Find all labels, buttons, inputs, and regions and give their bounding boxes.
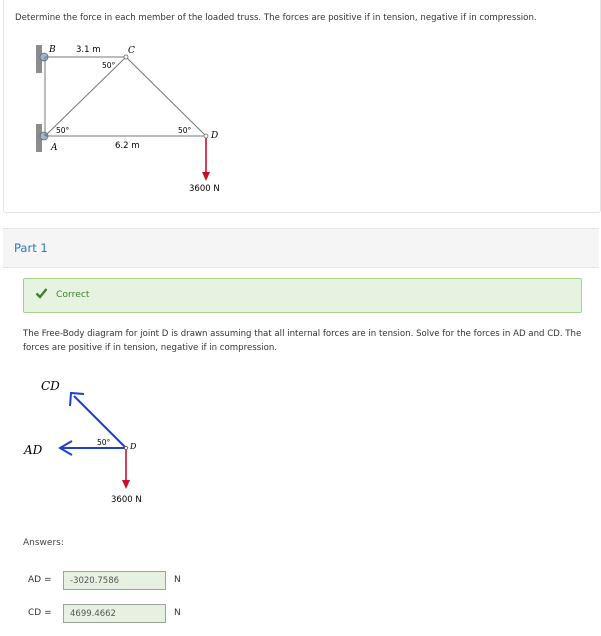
label-dim-top: 3.1 m	[76, 45, 101, 55]
correct-feedback-box	[23, 278, 582, 313]
part-description: The Free-Body diagram for joint D is drawn assuming that all internal forces are in tension. Solve for the forces in AD and CD. The forces are positive if in tension, negative if in compression.	[23, 329, 582, 353]
part-title[interactable]: Part 1	[14, 241, 48, 255]
label-angle-d: 50°	[178, 126, 192, 135]
label-angle-a: 50°	[56, 126, 70, 135]
load-arrow-head	[202, 172, 210, 181]
joint-d-pin	[124, 446, 127, 449]
answers-label: Answers:	[23, 538, 64, 548]
label-a: A	[51, 143, 58, 153]
answer-ad-input[interactable]: -3020.7586	[63, 571, 166, 590]
free-body-diagram	[20, 370, 160, 510]
label-dim-bottom: 6.2 m	[115, 141, 140, 151]
answer-cd-label: CD =	[28, 608, 52, 618]
label-d: D	[211, 131, 219, 141]
label-angle-c: 50°	[102, 61, 116, 70]
answer-ad-label: AD =	[28, 575, 52, 585]
pin-d	[204, 134, 208, 138]
answer-cd-input[interactable]: 4699.4662	[63, 604, 166, 623]
label-b: B	[49, 45, 56, 55]
part-header[interactable]	[3, 228, 599, 268]
checkmark-icon	[35, 287, 48, 299]
member-cd	[126, 57, 206, 136]
fbd-label-cd: CD	[41, 379, 60, 393]
problem-statement: Determine the force in each member of the loaded truss. The forces are positive if in tension, negative if in compression.	[15, 13, 537, 23]
fbd-label-d: D	[130, 442, 137, 451]
fbd-label-angle: 50°	[97, 438, 111, 447]
fbd-label-load: 3600 N	[111, 495, 142, 505]
fbd-label-ad: AD	[24, 443, 43, 457]
answer-ad-unit: N	[174, 575, 181, 585]
truss-figure	[30, 40, 230, 200]
label-c: C	[128, 46, 135, 56]
correct-label: Correct	[56, 289, 90, 300]
label-load: 3600 N	[189, 184, 220, 194]
fbd-load-head	[122, 480, 130, 489]
answer-cd-unit: N	[174, 608, 181, 618]
